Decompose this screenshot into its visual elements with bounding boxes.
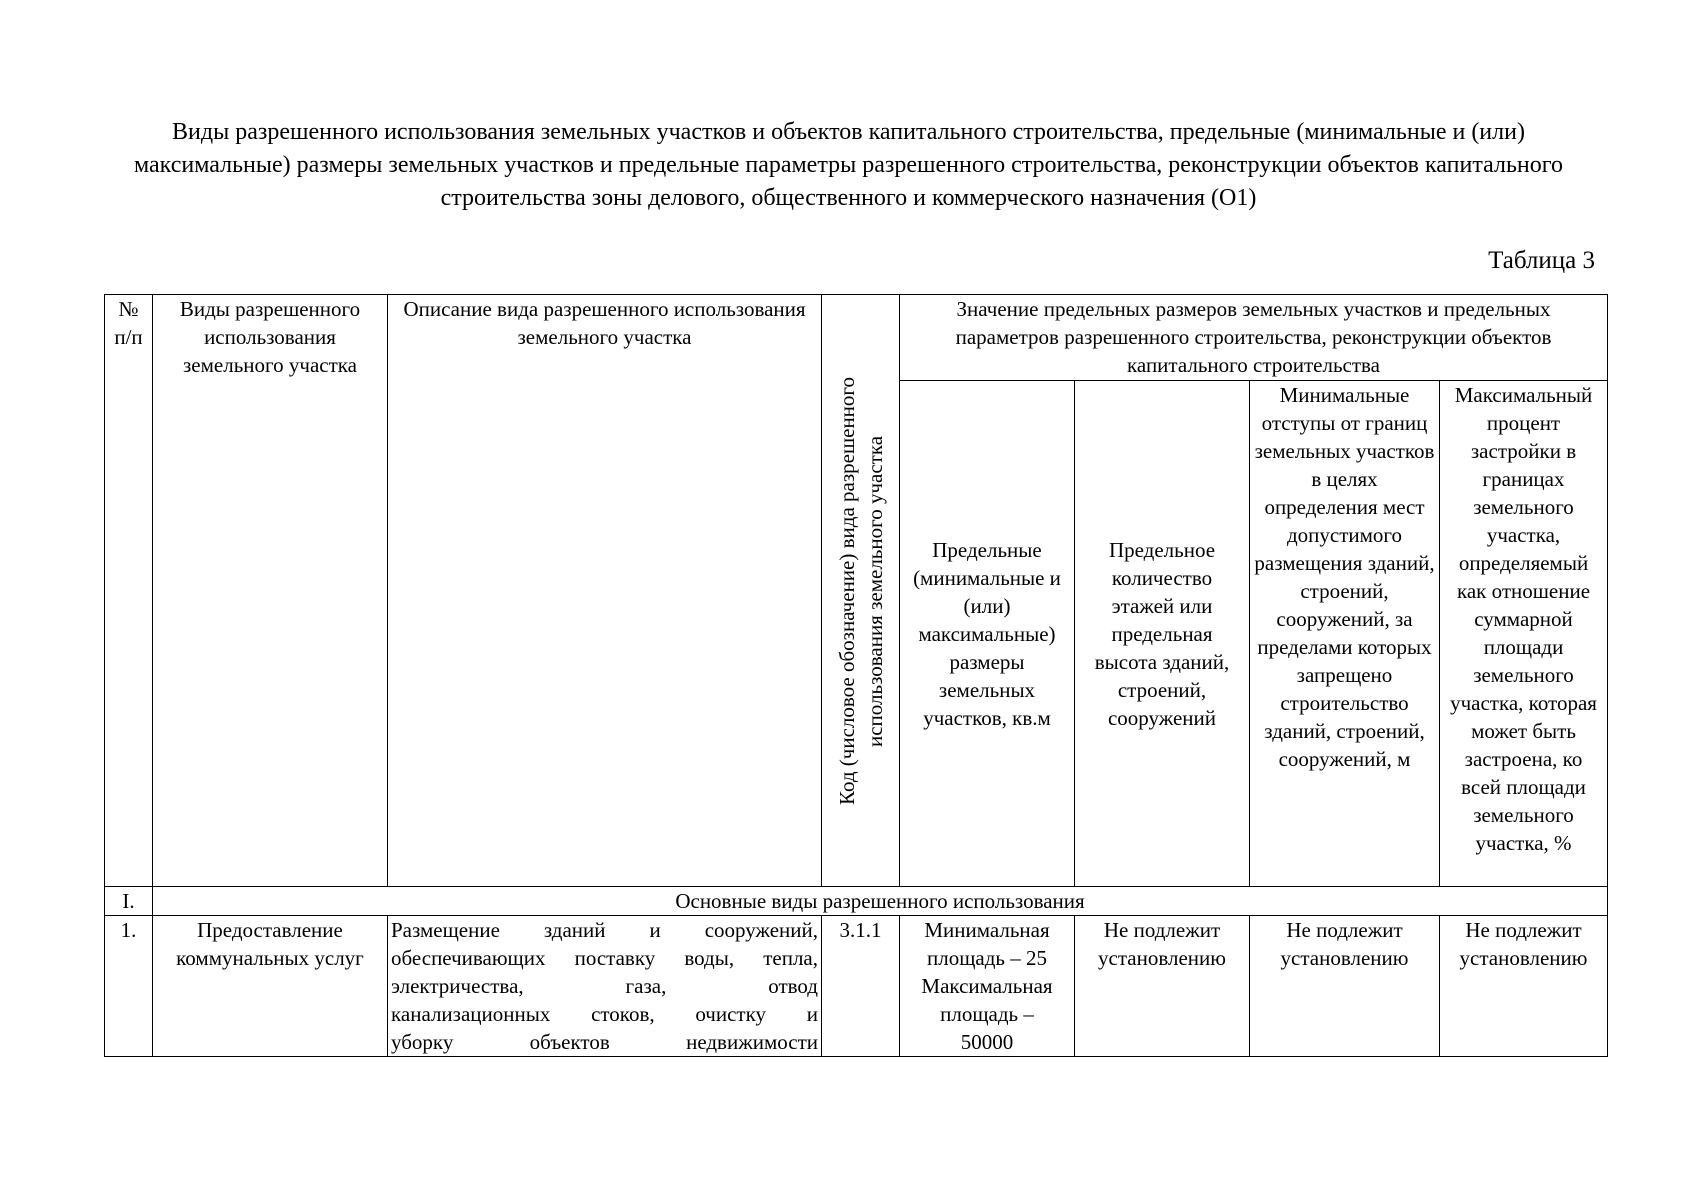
zoning-table (104, 294, 1608, 1057)
row-code: 3.1.1 (822, 916, 900, 1057)
header-num: № п/п (105, 295, 153, 887)
table-number: Таблица 3 (1488, 247, 1595, 274)
row-floors: Не подлежит установлению (1075, 916, 1250, 1057)
header-kind: Виды разрешенного использования земельного участка (153, 295, 388, 887)
header-area: Предельные (минимальные и (или) максимальные) размеры земельных участков, кв.м (900, 381, 1075, 887)
row-desc-line: обеспечивающих поставку воды, тепла, (391, 946, 818, 970)
row-area-line: площадь – 25 (927, 946, 1047, 970)
section-num: I. (105, 887, 153, 916)
header-coverage: Максимальный процент застройки в границах земельного участка, определяемый как отношение суммарной площади земельного участка, которая может быть застроена, ко всей площади земельного участка, % (1440, 381, 1608, 887)
row-desc-line: электричества, газа, отвод (391, 974, 818, 998)
row-desc-line: Размещение зданий и сооружений, (391, 918, 818, 942)
header-desc: Описание вида разрешенного использования земельного участка (388, 295, 822, 887)
header-row-1 (105, 295, 1608, 381)
section-row (105, 887, 1608, 916)
row-area-line: площадь – (940, 1002, 1034, 1026)
header-setback: Минимальные отступы от границ земельных участков в целях определения мест допустимого размещения зданий, строений, сооружений, за пределами которых запрещено строительство зданий, строений, сооружений, м (1250, 381, 1440, 887)
row-desc (388, 916, 822, 1057)
row-area-line: 50000 (960, 1030, 1014, 1054)
table-row (105, 916, 1608, 1057)
row-area-line: Минимальная (924, 918, 1050, 942)
header-floors: Предельное количество этажей или предельная высота зданий, строений, сооружений (1075, 381, 1250, 887)
row-num: 1. (105, 916, 153, 1057)
header-code-cell (822, 295, 900, 887)
row-desc-line: канализационных стоков, очистку и (391, 1002, 818, 1026)
row-desc-line: уборку объектов недвижимости (391, 1030, 818, 1054)
row-area-line: Максимальная (921, 974, 1053, 998)
section-label: Основные виды разрешенного использования (153, 887, 1608, 916)
header-code: Код (числовое обозначение) вида разрешенного использования земельного участка (834, 376, 887, 805)
row-setback: Не подлежит установлению (1250, 916, 1440, 1057)
row-area (900, 916, 1075, 1057)
document-title: Виды разрешенного использования земельных участков и объектов капитального строительства, предельные (минимальные и (или) максимальные) размеры земельных участков и предельные параметры разрешенного строительства, реконструкции объектов капитального строительства зоны делового, общественного и коммерческого назначения (О1) (134, 119, 1563, 211)
row-kind: Предоставление коммунальных услуг (153, 916, 388, 1057)
header-group: Значение предельных размеров земельных участков и предельных параметров разрешенного строительства, реконструкции объектов капитального строительства (900, 295, 1608, 381)
row-coverage: Не подлежит установлению (1440, 916, 1608, 1057)
